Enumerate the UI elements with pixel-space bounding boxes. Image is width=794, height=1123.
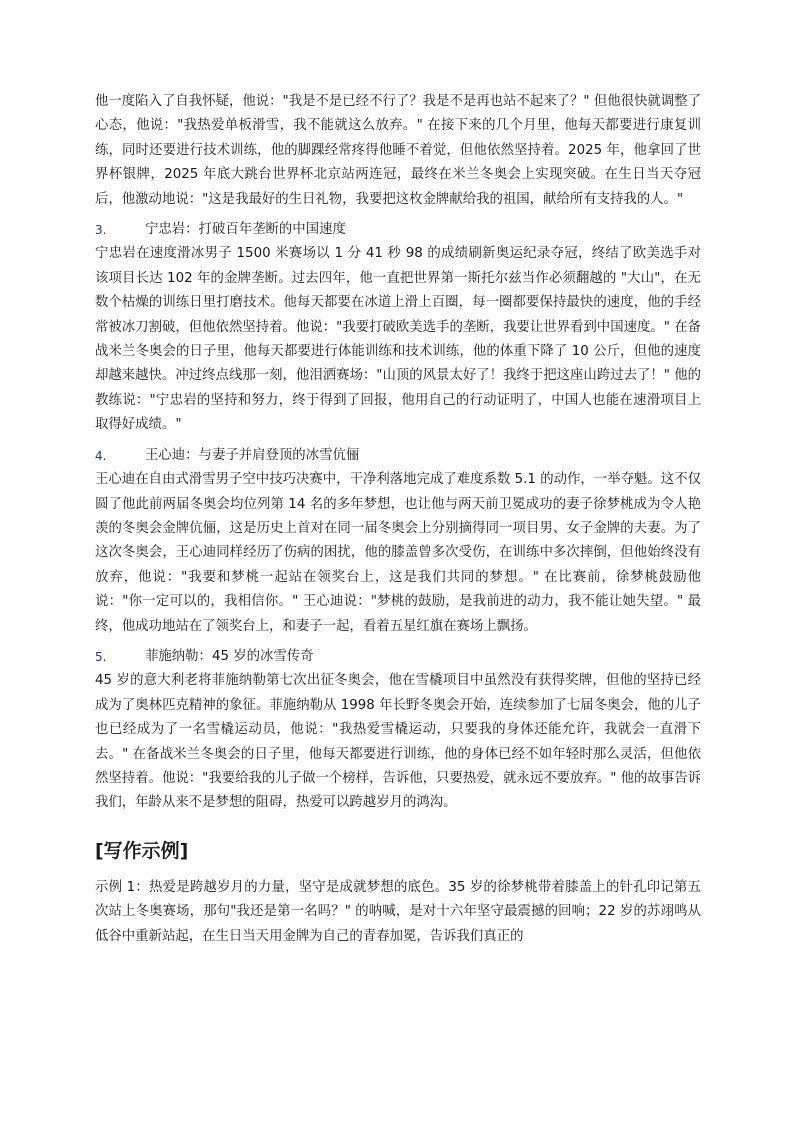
section-title: 宁忠岩：打破百年垄断的中国速度 — [145, 222, 346, 238]
section-heading-3 — [95, 218, 701, 242]
section-body-3: 宁忠岩在速度滑冰男子 1500 米赛场以 1 分 41 秒 98 的成绩刷新奥运纪录夺冠，终结了欧美选手对该项目长达 102 年的金牌垄断。过去四年，他一直把世界第一斯托尔兹当作必须翻越的 "大山"，在无数个枯燥的训练日里打磨技术。他每天都要在冰道上滑上百圈，每一圈都要保持最快的速度，他的手经常被冰刀割破，但他依然坚持着。他说："我要打破欧美选手的垄断，我要让世界看到中国速度。" 在备战米兰冬奥会的日子里，他每天都要进行体能训练和技术训练，他的体重下降了 10 公斤，但他的速度却越来越快。冲过终点线那一刻，他泪洒赛场："山顶的风景太好了！我终于把这座山跨过去了！" 他的教练说："宁忠岩的坚持和努力，终于得到了回报，他用自己的行动证明了，中国人也能在速滑项目上取得好成绩。" — [95, 246, 701, 433]
section-body-5: 45 岁的意大利老将菲施纳勒第七次出征冬奥会，他在雪橇项目中虽然没有获得奖牌，但他的坚持已经成为了奥林匹克精神的象征。菲施纳勒从 1998 年长野冬奥会开始，连续参加了七届冬奥会，他的儿子也已经成为了一名雪橇运动员，他说："我热爱雪橇运动，只要我的身体还能允许，我就会一直滑下去。" 在备战米兰冬奥会的日子里，他每天都要进行训练，他的身体已经不如年轻时那么灵活，但他依然坚持着。他说："我要给我的儿子做一个榜样，告诉他，只要热爱，就永远不要放弃。" 他的故事告诉我们，年龄从来不是梦想的阻碍，热爱可以跨越岁月的鸿沟。 — [95, 673, 701, 811]
section-number: 4. — [95, 448, 107, 463]
section-body-4: 王心迪在自由式滑雪男子空中技巧决赛中，干净利落地完成了难度系数 5.1 的动作，一举夺魁。这不仅圆了他此前两届冬奥会均位列第 14 名的多年梦想，也让他与两天前卫冕成功的妻子徐梦桃成为令人艳羡的冬奥会金牌伉俪，这是历史上首对在同一届冬奥会上分别摘得同一项目男、女子金牌的夫妻。为了这次冬奥会，王心迪同样经历了伤病的困扰，他的膝盖曾多次受伤，在训练中多次摔倒，但他始终没有放弃，他说："我要和梦桃一起站在领奖台上，这是我们共同的梦想。" 在比赛前，徐梦桃鼓励他说："你一定可以的，我相信你。" 王心迪说："梦桃的鼓励，是我前进的动力，我不能让她失望。" 最终，他成功地站在了领奖台上，和妻子一起，看着五星红旗在赛场上飘扬。 — [95, 472, 701, 634]
section-heading-5 — [95, 645, 701, 669]
section-title: 菲施纳勒：45 岁的冰雪传奇 — [145, 648, 314, 664]
intro-paragraph: 他一度陷入了自我怀疑，他说："我是不是已经不行了？我是不是再也站不起来了？" 但他很快就调整了心态，他说："我热爱单板滑雪，我不能就这么放弃。" 在接下来的几个月里，他每天都要进行康复训练，同时还要进行技术训练，他的脚踝经常疼得他睡不着觉，但他依然坚持着。2025 年，他拿回了世界杯银牌，2025 年底大跳台世界杯北京站两连冠，最终在米兰冬奥会上实现突破。在生日当天夺冠后，他激动地说："这是我最好的生日礼物，我要把这枚金牌献给我的祖国，献给所有支持我的人。" — [95, 94, 701, 207]
section-heading-4 — [95, 444, 701, 468]
document-body — [95, 90, 701, 949]
section-number: 3. — [95, 223, 107, 238]
writing-example-heading: [写作示例] — [95, 839, 189, 862]
section-title: 王心迪：与妻子并肩登顶的冰雪伉俪 — [145, 447, 360, 463]
example-paragraph: 示例 1：热爱是跨越岁月的力量，坚守是成就梦想的底色。35 岁的徐梦桃带着膝盖上的针孔印记第五次站上冬奥赛场，那句"我还是第一名吗？" 的呐喊，是对十六年坚守最震撼的回响；22 岁的苏翊鸣从低谷中重新站起，在生日当天用金牌为自己的青春加冕，告诉我们真正的 — [95, 879, 701, 944]
section-number: 5. — [95, 649, 107, 664]
